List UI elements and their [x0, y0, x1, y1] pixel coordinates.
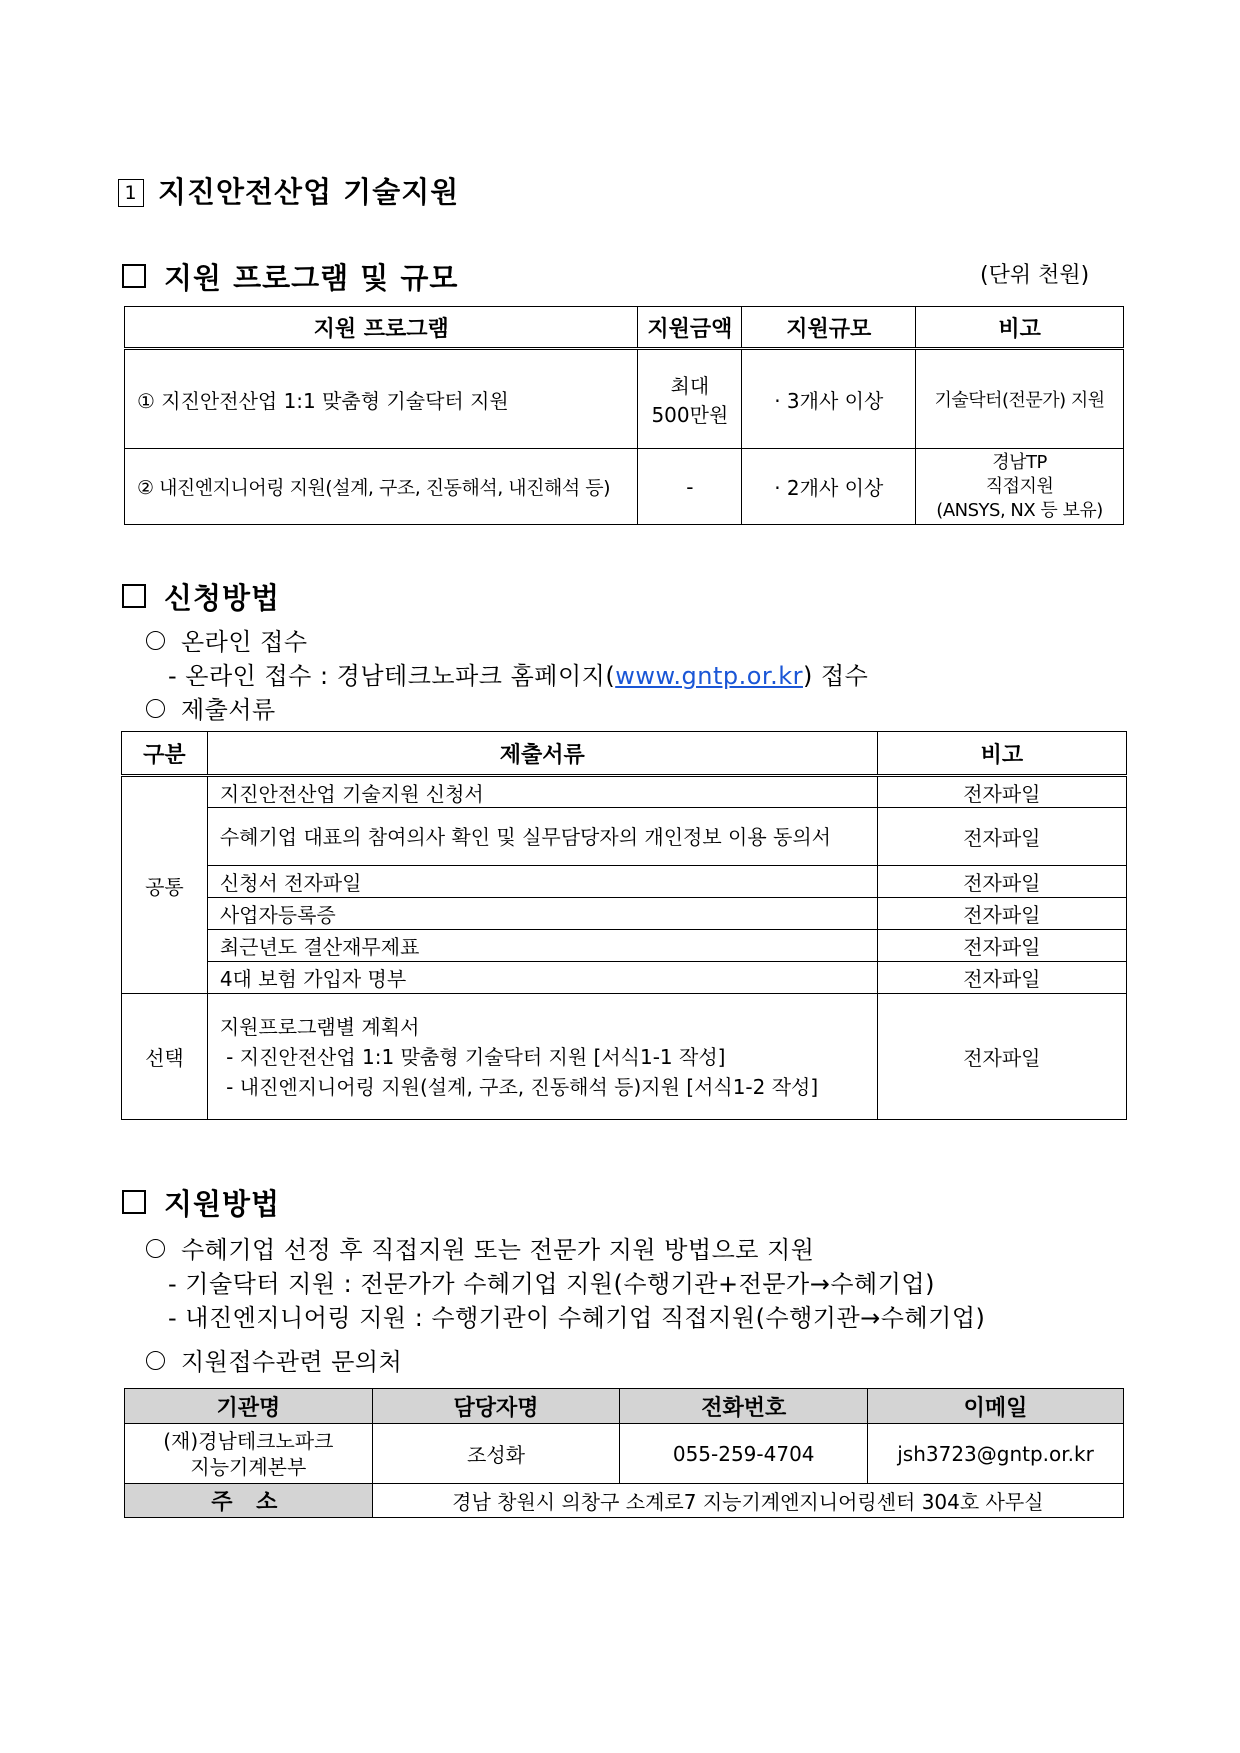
note-line: 경남TP — [992, 451, 1047, 473]
document-heading — [118, 170, 459, 211]
org-cell — [125, 1424, 373, 1484]
email-cell: jsh3723@gntp.or.kr — [868, 1424, 1124, 1484]
note-line: 직접지원 — [985, 475, 1054, 497]
method-title: 수혜기업 선정 후 직접지원 또는 전문가 지원 방법으로 지원 — [181, 1236, 815, 1264]
heading-number: 1 — [118, 179, 144, 207]
header-note: 비고 — [916, 307, 1124, 349]
doc-cell: 신청서 전자파일 — [207, 866, 877, 898]
header-program: 지원 프로그램 — [125, 307, 638, 349]
table-row — [122, 930, 1127, 962]
online-item — [146, 622, 308, 657]
contact-table — [124, 1388, 1124, 1518]
header-note: 비고 — [877, 732, 1126, 776]
circle-bullet-icon — [146, 699, 165, 718]
category-common: 공통 — [122, 776, 208, 994]
note-cell: 전자파일 — [877, 994, 1126, 1120]
homepage-link[interactable]: www.gntp.or.kr — [615, 662, 803, 690]
method-detail: - 기술닥터 지원 : 전문가가 수혜기업 지원(수행기관+전문가→수혜기업) — [168, 1270, 935, 1298]
org-line: 지능기계본부 — [190, 1454, 307, 1479]
doc-cell: 사업자등록증 — [207, 898, 877, 930]
method-detail: - 내진엔지니어링 지원 : 수행기관이 수혜기업 직접지원(수행기관→수혜기업) — [168, 1304, 986, 1332]
table-row — [125, 1484, 1124, 1518]
table-row — [125, 449, 1124, 525]
doc-cell: 지진안전산업 기술지원 신청서 — [207, 776, 877, 808]
amount-line: 최대 — [670, 374, 710, 398]
header-person: 담당자명 — [372, 1389, 620, 1424]
header-email: 이메일 — [868, 1389, 1124, 1424]
header-category: 구분 — [122, 732, 208, 776]
docs-item — [146, 690, 276, 725]
note-cell: 전자파일 — [877, 808, 1126, 866]
select-doc-cell — [207, 994, 877, 1120]
circle-bullet-icon — [146, 631, 165, 650]
contact-title: 지원접수관련 문의처 — [181, 1348, 403, 1376]
documents-table — [121, 731, 1127, 1120]
note-cell: 전자파일 — [877, 962, 1126, 994]
scale-cell: · 3개사 이상 — [742, 349, 916, 449]
method-item — [146, 1230, 814, 1265]
table-row — [122, 962, 1127, 994]
select-line: 지원프로그램별 계획서 — [219, 1014, 420, 1039]
circle-bullet-icon — [146, 1351, 165, 1370]
docs-title: 제출서류 — [181, 696, 276, 724]
online-detail-text: ) 접수 — [802, 662, 869, 690]
section-title: 지원 프로그램 및 규모 — [164, 261, 459, 295]
section-support-method — [122, 1182, 280, 1223]
table-row — [122, 776, 1127, 808]
table-row — [122, 808, 1127, 866]
online-detail — [168, 656, 868, 691]
doc-cell: 최근년도 결산재무제표 — [207, 930, 877, 962]
org-line: (재)경남테크노파크 — [163, 1428, 334, 1453]
checkbox-square-icon — [122, 264, 146, 288]
note-cell: 기술닥터(전문가) 지원 — [916, 349, 1124, 449]
address-label: 주 소 — [125, 1484, 373, 1518]
section-title: 지원방법 — [164, 1187, 281, 1221]
heading-title: 지진안전산업 기술지원 — [158, 175, 460, 209]
section-apply-method — [122, 576, 280, 617]
table-row — [125, 349, 1124, 449]
table-row — [125, 1424, 1124, 1484]
program-cell: ① 지진안전산업 1:1 맞춤형 기술닥터 지원 — [125, 349, 638, 449]
online-detail-text: - 온라인 접수 : 경남테크노파크 홈페이지( — [168, 662, 616, 690]
header-amount: 지원금액 — [638, 307, 742, 349]
program-cell: ② 내진엔지니어링 지원(설계, 구조, 진동해석, 내진해석 등) — [125, 449, 638, 525]
header-phone: 전화번호 — [620, 1389, 868, 1424]
scale-cell: · 2개사 이상 — [742, 449, 916, 525]
checkbox-square-icon — [122, 584, 146, 608]
online-title: 온라인 접수 — [181, 628, 308, 656]
note-cell: 전자파일 — [877, 898, 1126, 930]
category-select: 선택 — [122, 994, 208, 1120]
circle-bullet-icon — [146, 1239, 165, 1258]
note-line: (ANSYS, NX 등 보유) — [936, 499, 1103, 521]
amount-cell: - — [638, 449, 742, 525]
phone-cell: 055-259-4704 — [620, 1424, 868, 1484]
amount-cell — [638, 349, 742, 449]
doc-cell: 4대 보험 가입자 명부 — [207, 962, 877, 994]
note-cell — [916, 449, 1124, 525]
select-line: - 지진안전산업 1:1 맞춤형 기술닥터 지원 [서식1-1 작성] — [219, 1044, 726, 1069]
header-org: 기관명 — [125, 1389, 373, 1424]
table-row — [122, 994, 1127, 1120]
header-documents: 제출서류 — [207, 732, 877, 776]
select-line: - 내진엔지니어링 지원(설계, 구조, 진동해석 등)지원 [서식1-2 작성] — [219, 1074, 819, 1099]
amount-line: 500만원 — [651, 403, 729, 427]
address-cell: 경남 창원시 의창구 소계로7 지능기계엔지니어링센터 304호 사무실 — [372, 1484, 1123, 1518]
section-title: 신청방법 — [164, 581, 281, 615]
doc-cell: 수혜기업 대표의 참여의사 확인 및 실무담당자의 개인정보 이용 동의서 — [207, 808, 877, 866]
table-row — [122, 866, 1127, 898]
program-table — [124, 306, 1124, 525]
table-row — [122, 898, 1127, 930]
person-cell: 조성화 — [372, 1424, 620, 1484]
note-cell: 전자파일 — [877, 776, 1126, 808]
note-cell: 전자파일 — [877, 866, 1126, 898]
header-scale: 지원규모 — [742, 307, 916, 349]
section-program-scale — [122, 256, 458, 297]
checkbox-square-icon — [122, 1190, 146, 1214]
unit-label: (단위 천원) — [980, 263, 1090, 288]
note-cell: 전자파일 — [877, 930, 1126, 962]
contact-item — [146, 1342, 402, 1377]
